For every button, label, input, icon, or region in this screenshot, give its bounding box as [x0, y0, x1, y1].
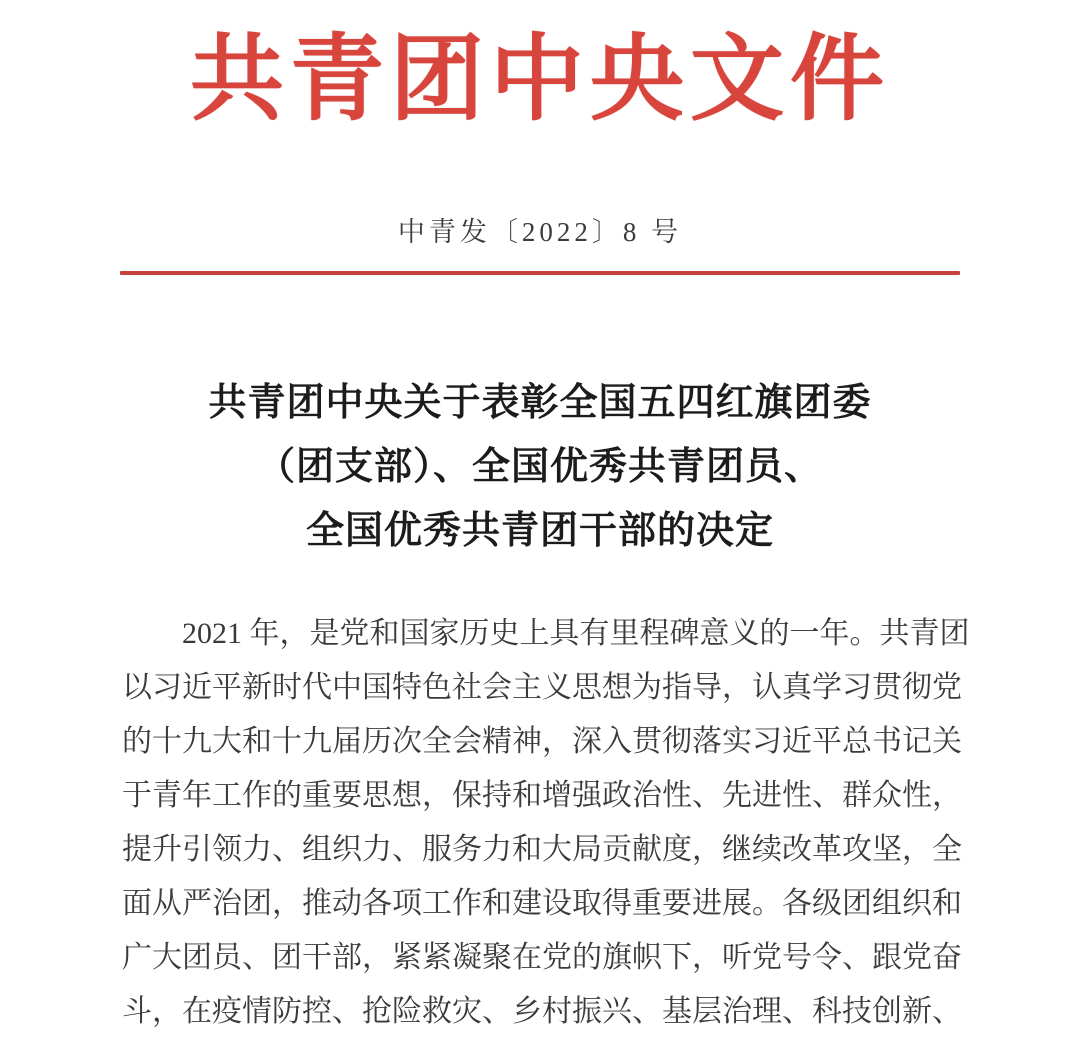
document-title [0, 371, 1080, 563]
body-text-line: 提升引领力、组织力、服务力和大局贡献度，继续改革攻坚，全 [122, 832, 962, 866]
red-divider-line [120, 271, 960, 275]
body-text-line: 的十九大和十九届历次全会精神，深入贯彻落实习近平总书记关 [122, 724, 962, 758]
body-text-line: 斗，在疫情防控、抢险救灾、乡村振兴、基层治理、科技创新、 [122, 994, 962, 1028]
body-text-line: 面从严治团，推动各项工作和建设取得重要进展。各级团组织和 [122, 886, 962, 920]
document-title-line: 全国优秀共青团干部的决定 [305, 509, 774, 552]
body-text-line: 于青年工作的重要思想，保持和增强政治性、先进性、群众性， [122, 778, 962, 812]
document-body [122, 607, 970, 1038]
body-text-line: 广大团员、团干部，紧紧凝聚在党的旗帜下，听党号令、跟党奋 [122, 940, 962, 974]
document-number: 中青发〔2022〕8 号 [397, 216, 683, 247]
document-title-line: 共青团中央关于表彰全国五四红旗团委 [208, 381, 872, 424]
document-title-line: （团支部）、全国优秀共青团员、 [256, 445, 823, 488]
document-header-title: 共青团中央文件 [189, 28, 890, 132]
body-text-line: 以习近平新时代中国特色社会主义思想为指导，认真学习贯彻党 [122, 670, 962, 704]
body-text-line: 2021 年，是党和国家历史上具有里程碑意义的一年。共青团 [182, 616, 970, 650]
